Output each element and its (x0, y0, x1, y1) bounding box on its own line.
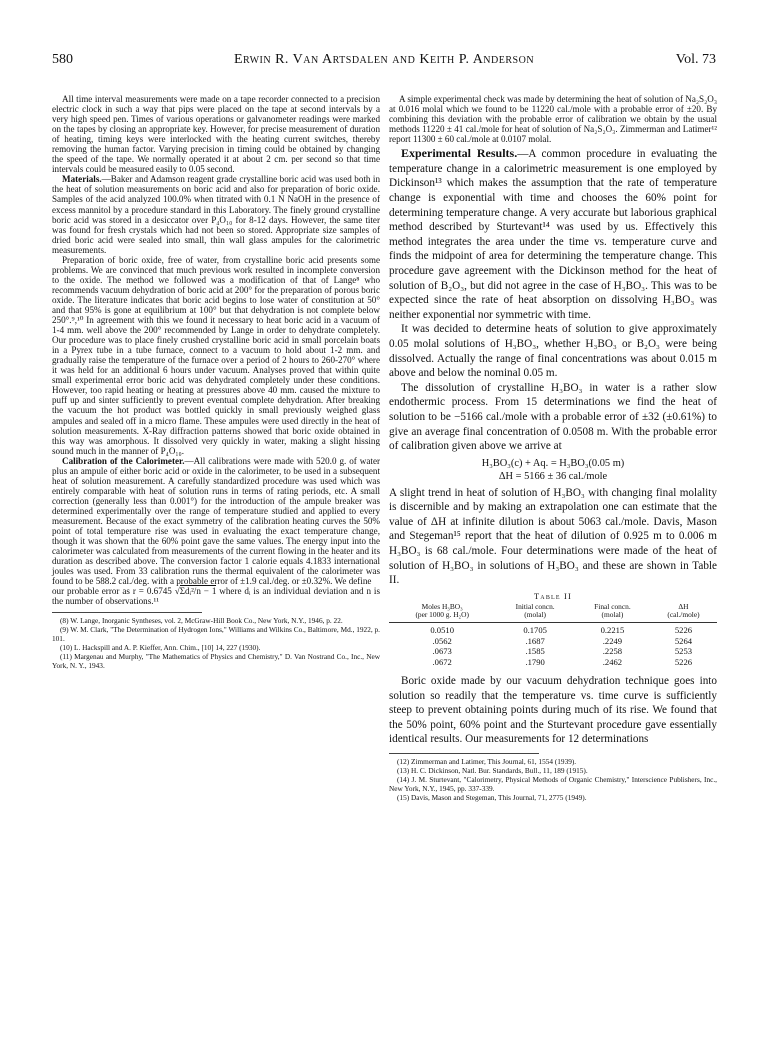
right-column (389, 94, 717, 802)
table-caption: Table II (533, 591, 573, 601)
materials-heading: Materials. (62, 174, 102, 185)
table-cell: .2462 (602, 657, 623, 668)
table-row (389, 636, 717, 647)
column-header: Final concn. (molal) (575, 603, 650, 623)
right-footnotes (389, 757, 717, 802)
table-row (389, 657, 717, 668)
probable-error-line: our probable error as r = 0.6745 √Σdᵢ²/n − 1 where dᵢ is an individual deviation and n is the number of observations.¹¹ (52, 586, 380, 607)
sqrt-radicand: Σdᵢ²/n − 1 (179, 586, 217, 597)
table-cell: 0.0510 (430, 624, 454, 635)
volume-label: Vol. 73 (675, 52, 716, 67)
running-head-authors: Erwin R. Van Artsdalen and Keith P. Anderson (233, 52, 535, 67)
left-body (52, 94, 380, 606)
footnote: (9) W. M. Clark, "The Determination of Hydrogen Ions," Williams and Wilkins Co., Baltimore, Md., 1922, p. 101. (52, 625, 380, 644)
column-header: Moles H₃BO₃ (per 1000 g. H₂O) (389, 603, 495, 623)
table-cell: .0672 (432, 657, 452, 668)
table-cell: 0.2215 (600, 624, 625, 635)
paragraph-materials: Materials.—Baker and Adamson reagent grade crystalline boric acid was used both in the heat of solution measurements on boric acid and also for preparation of boric oxide. Samples of the acid analyzed 100.0% when titrated with 0.1 N NaOH in the presence of excess mannitol by a procedure standard in this Laboratory. The finely ground crystalline boric acid was stored in a desiccator over P₄O₁₀ for 8-12 days. However, the same titer was found for fresh crystals which had not been so stored. Appropriate size samples of dried boric acid were sealed into small, thin wall glass ampules for the calorimetric measurements. (52, 174, 380, 255)
equation-block (389, 457, 717, 483)
equation-reaction: H₃BO₃(c) + Aq. = H₃BO₃(0.05 m) (481, 457, 625, 469)
table-cell: .1687 (525, 635, 545, 646)
calibration-heading: Calibration of the Calorimeter. (62, 455, 185, 466)
table-cell: .2258 (602, 646, 623, 657)
paragraph-results: Experimental Results.—A common procedure in evaluating the temperature change in a calorimetric measurement is one employed by Dickinson¹³ which makes the assumption that the rate of temperature change is exponential with time and chooses the 60% point for determining temperature change. A very accurate but laborious graphical method described by Sturtevant¹⁴ was used by us. Effectively this method integrates the area under the time vs. temperature curve and finds the midpoint of area for determining the temperature change. This procedure gave agreement with the Dickinson method for the heat of solution of B₂O₃, but did not agree in the case of H₃BO₃. This was to be expected since the rate of heat absorption on dissolving H₃BO₃ was neither exponential nor symmetric with time. (389, 146, 717, 321)
table-cell: 5226 (674, 657, 693, 668)
equation-enthalpy: ΔH = 5166 ± 36 cal./mole (498, 470, 608, 482)
page-number: 580 (52, 52, 73, 67)
results-heading: Experimental Results. (401, 146, 518, 161)
paragraph-dissolution: The dissolution of crystalline H₃BO₃ in water is a rather slow endothermic process. From 15 determinations we find the heat of solution to be −5166 cal./mole with a probable error of ±32 (±0.61%) to give an average final concentration of 0.0508 m. With the probable error of calibration given above we arrive at (389, 381, 717, 453)
table-cell: .1790 (525, 657, 545, 668)
paragraph-trend: A slight trend in heat of solution of H₃BO₃ with changing final molality is discernible and by making an extrapolation one can estimate that the value of ΔH at infinite dilution is about 5063 cal./mole. Davis, Mason and Stegeman¹⁵ report that the heat of dilution of 0.925 m to 0.006 m H₃BO₃ is 68 cal./mole. Four determinations were made of the heat of solution of H₃BO₃ in solutions of H₃BO₃ and these are shown in Table II. (389, 486, 717, 587)
table-cell: 5253 (674, 646, 693, 657)
table-cell: 5264 (674, 635, 693, 646)
paragraph-concentrations: It was decided to determine heats of solution to give approximately 0.05 molal solutions of H₃BO₃, whether H₃BO₃ or B₂O₃ were being dissolved. Actually the range of final concentrations was about 0.015 m above and below the nominal 0.05 m. (389, 323, 717, 380)
footnote: (10) L. Hackspill and A. P. Kieffer, Ann. Chim., [10] 14, 227 (1930). (60, 643, 261, 653)
footnote: (12) Zimmerman and Latimer, This Journal, 61, 1554 (1939). (397, 757, 577, 767)
table-ii (389, 603, 717, 668)
left-footnotes (52, 616, 380, 670)
table-cell: .0562 (432, 635, 452, 646)
right-intro (389, 94, 717, 144)
paragraph-timing: All time interval measurements were made on a tape recorder connected to a precision electric clock in such a way that pips were placed on the tape at second intervals by a very high speed pen. Times of various operations or galvanometer readings were marked on the tapes by closing an appropriate key. However, for precise measurement of duration of heating, timing keys were interlocked with the heating current switches, thereby removing the human factor. Varying precision in timing could be obtained by changing the speed of the tape. We normally operated it at about 2 cm. per second so that time intervals could be measured easily to 0.05 second. (52, 94, 380, 175)
paragraph-calibration: Calibration of the Calorimeter.—All calibrations were made with 520.0 g. of water plus an ampule of either boric acid or oxide in the calorimeter, to be used in a subsequent heat of solution measurement. A carefully standardized procedure was used which was entirely comparable with heat of solution runs in terms of rating periods, etc. A small correction (generally less than 0.001°) for the introduction of the ampule breaker was determined experimentally over the range of temperature studied and applied to every measurement. Because of the exact symmetry of the calibration heating curves the 50% point of total temperature rise was used in evaluating the exact temperature change, though it was shown that the 60% point gave the same values. The energy input into the calorimeter was calculated from measurements of the current flowing in the heater and its duration as described above. The conversion factor 1 calorie equals 4.1833 international joules was used. From 33 calibration runs the thermal equivalent of the calorimeter was found to be 588.2 cal./deg. with a probable error of ±1.9 cal./deg. or ±0.32%. We define (52, 455, 381, 587)
column-header: ΔH (cal./mole) (650, 603, 717, 623)
paragraph-boric-oxide-prep: Preparation of boric oxide, free of water, from crystalline boric acid presents some problems. We are convinced that much previous work resulted in incomplete conversion to the oxide. The method we followed was a modification of that of Lange⁸ who recommends vacuum dehydration of boric acid at 200° for the preparation of porous boric oxide. The literature indicates that boric acid begins to lose water of constitution at 50° and that 95% is gone at equilibrium at 100° but that dehydration is not complete below 250°.⁹,¹⁰ In agreement with this we found it necessary to heat boric acid in a vacuum of 1-4 mm. well above the 200° recommended by Lange in order to dehydrate completely. Our procedure was to place finely crushed crystalline boric acid in small porcelain boats in a Pyrex tube in a tube furnace, connect to a vacuum to hold about 1-2 mm. and gradually raise the temperature of the furnace over a period of 2 hours to 260-270° where it was held for an additional 6 hours under vacuum. Analyses proved that within quite small experimental error boric acid was dehydrated completely under these conditions. However, too rapid heating or heating at pressures above 40 mm. caused the mixture to puff up and sinter sufficiently to prevent eventual complete dehydration. After breaking the vacuum the hot product was bottled quickly in small previously weighed glass ampules and sealed off in a micro flame. These ampules were used directly in the heat of solution measurements. X-Ray diffraction patterns showed that boric oxide obtained in this way was amorphous. It dissolved very quickly in water, making a slight hissing sound much in the manner of P₄O₁₀. (52, 254, 380, 456)
footnote: (11) Margenau and Murphy, "The Mathematics of Physics and Chemistry," D. Van Nostrand Co., Inc., New York, N. Y., 1943. (52, 652, 380, 671)
table-row (389, 646, 717, 657)
table-cell: .0673 (432, 646, 452, 657)
left-column (52, 94, 380, 670)
paragraph-boric-oxide-results: Boric oxide made by our vacuum dehydration technique goes into solution so readily that the temperature vs. time curve is sufficiently steep to prevent obtaining points during much of its rise. We found that the 50% point, 60% point and the Sturtevant procedure gave essentially identical results. Our measurements for 12 determinations (389, 675, 717, 746)
table-cell: .1585 (525, 646, 545, 657)
running-header (52, 52, 716, 74)
footnote: (13) H. C. Dickinson, Natl. Bur. Standards, Bull., 11, 189 (1915). (397, 766, 588, 776)
paragraph-check: A simple experimental check was made by determining the heat of solution of Na₂S₂O₃ at 0.016 molal which we found to be 11220 cal./mole with a probable error of ±20. By combining this deviation with the probable error of calibration we obtain by the usual methods 11220 ± 41 cal./mole for heat of solution of Na₂S₂O₃. Zimmerman and Latimer¹² report 11300 ± 60 cal./mole at 0.0107 molal. (389, 94, 717, 145)
right-body-continued (389, 674, 717, 747)
footnote: (15) Davis, Mason and Stegeman, This Journal, 71, 2775 (1949). (397, 793, 587, 803)
table-row (389, 622, 717, 635)
table-cell: 0.1705 (523, 624, 547, 635)
column-header: Initial concn. (molal) (495, 603, 575, 623)
right-body (389, 146, 717, 588)
footnote: (8) W. Lange, Inorganic Syntheses, vol. 2, McGraw-Hill Book Co., New York, N.Y., 1946, p. 22. (60, 616, 343, 626)
table-cell: 5226 (674, 624, 693, 635)
table-cell: .2249 (602, 635, 623, 646)
table-header-row (389, 603, 717, 623)
footnote: (14) J. M. Sturtevant, "Calorimetry, Physical Methods of Organic Chemistry," Interscience Publishers, Inc., New York, N.Y., 1945, pp. 337-339. (389, 775, 717, 794)
